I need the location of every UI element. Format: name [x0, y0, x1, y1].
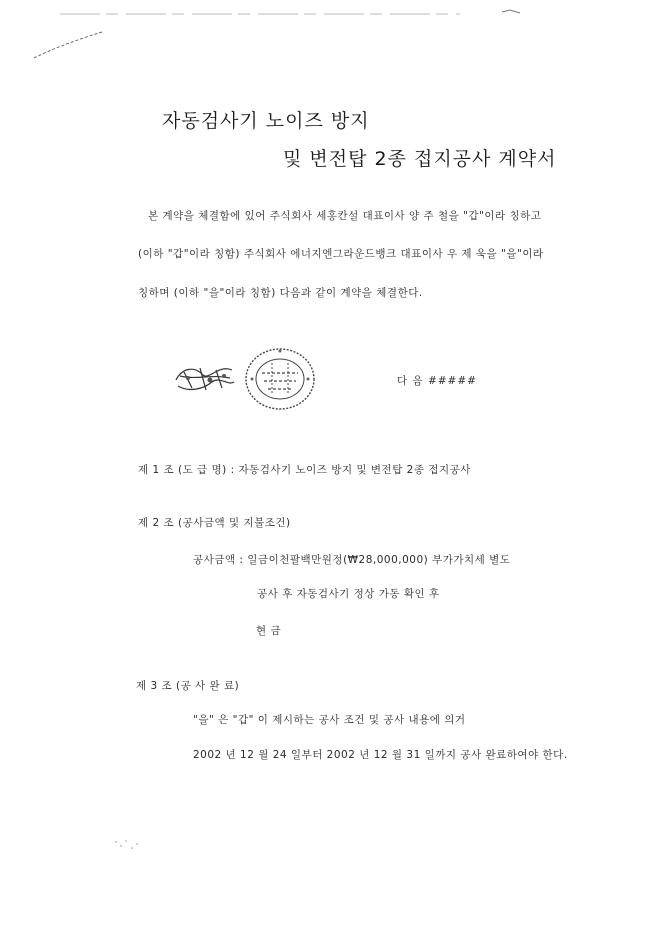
article-3-text-1: "을" 은 "갑" 이 제시하는 공사 조건 및 공사 내용에 의거	[193, 714, 466, 726]
seal-stamp-round-icon	[242, 343, 318, 413]
pen-mark-icon	[30, 28, 110, 68]
article-2-cash: 현 금	[256, 625, 282, 637]
intro-line-3: 칭하며 (이하 "을"이라 칭함) 다음과 같이 계약을 체결한다.	[138, 287, 423, 299]
document-title-line2: 및 변전탑 2종 접지공사 계약서	[283, 148, 557, 170]
article-2: 제 2 조 (공사금액 및 지불조건)	[138, 517, 291, 529]
document-title-line1: 자동검사기 노이즈 방지	[162, 110, 370, 132]
article-2-payment: 공사 후 자동검사기 정상 가동 확인 후	[257, 588, 440, 600]
intro-line-2: (이하 "갑"이라 칭함) 주식회사 에너지엔그라운드뱅크 대표이사 우 제 욱을 "을"이라	[138, 248, 544, 260]
scan-speck-icon	[500, 4, 530, 18]
section-heading: 다 음 #####	[397, 375, 477, 387]
article-3: 제 3 조 (공 사 완 료)	[136, 680, 240, 692]
article-3-text-2: 2002 년 12 월 24 일부터 2002 년 12 월 31 일까지 공사 완료하여야 한다.	[193, 749, 568, 761]
scan-top-artifact	[60, 0, 460, 2]
intro-line-1: 본 계약을 체결함에 있어 주식회사 세홍칸설 대표이사 양 주 철을 "갑"이라 칭하고	[148, 210, 542, 222]
article-2-amount: 공사금액 : 일금이천팔백만원정(₩28,000,000) 부가가치세 별도	[193, 554, 511, 566]
scan-speck-bottom-icon	[112, 832, 142, 854]
seal-stamp-left-icon	[172, 360, 238, 396]
article-1: 제 1 조 (도 급 명) : 자동검사기 노이즈 방지 및 변전탑 2종 접지공사	[138, 464, 471, 476]
